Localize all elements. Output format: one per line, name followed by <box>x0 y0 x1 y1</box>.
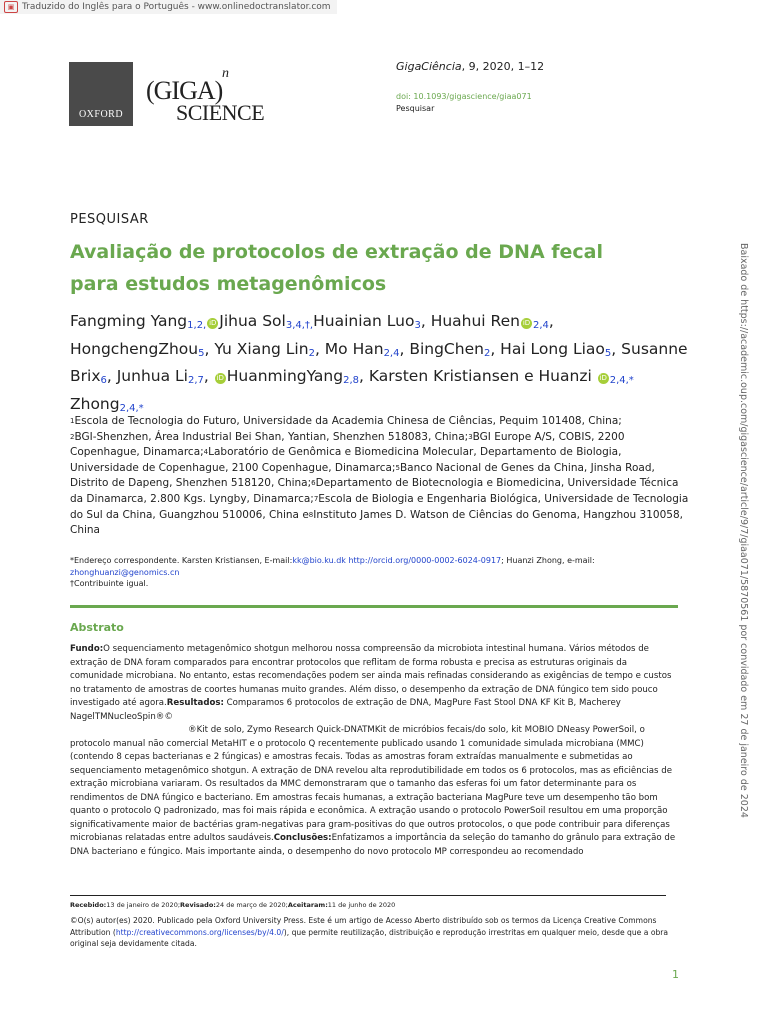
article-dates: Recebido:13 de janeiro de 2020;Revisado:24 de março de 2020;Aceitaram:11 de junho de 2020 <box>70 901 396 909</box>
translator-logo-icon: ▣ <box>4 1 18 13</box>
orcid-icon[interactable]: iD <box>599 374 607 382</box>
section-divider <box>70 605 678 608</box>
license-note: ©O(s) autor(es) 2020. Publicado pela Oxford University Press. Este é um artigo de Acesso Aberto distribuído sob os termos da Licença Creative Commons Attribution (http://creativecommons.org/licenses/by/4.0/), que permite reutilização, distribuição e reprodução irrestritas em qualquer meio, desde que a obra original seja devidamente citada. <box>70 916 669 948</box>
download-note: Baixado de https://academic.oup.com/gigascience/article/9/7/giaa071/5870561 por convidado em 27 de janeiro de 2024 <box>738 243 749 818</box>
correspondence-note: *Endereço correspondente. Karsten Kristiansen, E-mail:kk@bio.ku.dk http://orcid.org/0000-0002-6024-0917; Huanzi Zhong, e-mail: zhonghuanzi@genomics.cn †Contribuinte igual. <box>70 556 595 588</box>
license-link[interactable]: http://creativecommons.org/licenses/by/4.0/ <box>115 927 284 937</box>
abstract-body: Fundo:O sequenciamento metagenômico shotgun melhorou nossa compreensão da microbiota intestinal humana. Vários métodos de extração de DNA foram comparados para encontrar protocolos que reflitam de forma robusta e precisa as estruturas originais da comunidade microbiana. No entanto, estas recomendações podem ser ainda mais refinadas considerando as exigências de tempo e custos no tratamento de amostras de coortes humanas muito grandes. Além disso, o desempenho da extração de DNA fúngico tem sido pouco investigado até agora.Resultados: Comparamos 6 protocolos de extração de DNA, MagPure Fast Stool DNA KF Kit B, Macherey NagelTMNucleoSpin®© ®Kit de solo, Zymo Research Quick-DNATMKit de micróbios fecais/do solo, kit MOBIO DNeasy PowerSoil, o protocolo manual não comercial MetaHIT e o protocolo Q recentemente publicado usando 1 comunidade simulada microbiana (MMC) (contendo 8 cepas bacterianas e 2 fúngicas) e amostras fecais. Todas as amostras foram extraídas manualmente e submetidas ao sequenciamento metagenômico shotgun. A extração de DNA revelou alta reprodutibilidade em todos os 6 protocolos, mas as eficiências de extração microbiana variaram. Os resultados da MMC demonstraram que o tamanho das esferas foi um fator determinante para os rendimentos de DNA fúngico e bacteriano. Em amostras fecais humanas, a extração bacteriana MagPure teve um desempenho tão bom quanto o protocolo Q padronizado, mas foi mais rápida e econômica. A extração usando o protocolo PowerSoil resultou em uma proporção significativamente maior de bactérias gram-negativas para gram-positivas do que outros protocolos, o que pode contribuir para diferenças microbianas relatadas entre adultos saudáveis.Conclusões:Enfatizamos a importância da seleção do tamanho do grânulo para extração de DNA bacteriano e fúngico. Mais importante ainda, o desempenho do novo protocolo MP correspondeu ao recomendado <box>70 644 676 857</box>
email-link[interactable]: kk@bio.ku.dk <box>292 556 346 565</box>
section-label: PESQUISAR <box>70 212 149 227</box>
article-category: Pesquisar <box>396 104 435 113</box>
orcid-icon[interactable]: iD <box>522 319 531 327</box>
translator-banner[interactable] <box>0 0 337 14</box>
orcid-icon[interactable]: iD <box>209 319 217 327</box>
email-link[interactable]: zhonghuanzi@genomics.cn <box>70 567 180 577</box>
footer-divider <box>70 895 666 896</box>
page-number: 1 <box>672 968 679 981</box>
translator-banner-text: Traduzido do Inglês para o Português - www.onlinedoctranslator.com <box>22 2 331 12</box>
orcid-link[interactable]: http://orcid.org/0000-0002-6024-0917 <box>348 556 502 565</box>
journal-logo: (GIGA) n SCIENCE <box>146 66 265 125</box>
doi-link[interactable]: doi: 10.1093/gigascience/giaa071 <box>396 92 532 101</box>
journal-citation: GigaCiência, 9, 2020, 1–12 <box>396 60 545 73</box>
orcid-icon[interactable]: iD <box>216 374 224 382</box>
affiliations: 1Escola de Tecnologia do Futuro, Universidade da Academia Chinesa de Ciências, Pequim 101408, China; 2BGI-Shenzhen, Área Industrial Bei Shan, Yantian, Shenzhen 518083, China;3BGI Europe A/S, COBIS, 2200 Copenhague, Dinamarca;4Laboratório de Genômica e Biomedicina Molecular, Departamento de Biologia, Universidade de Copenhague, 2100 Copenhague, Dinamarca;5Banco Nacional de Genes da China, Jinsha Road, Distrito de Dapeng, Shenzhen 518120, China;6Departamento de Biotecnologia e Biomedicina, Universidade Técnica da Dinamarca, 2.800 Kgs. Lyngby, Dinamarca;7Escola de Biologia e Engenharia Biológica, Universidade de Tecnologia do Sul da China, Guangzhou 510006, China e8Instituto James D. Watson de Ciências do Genoma, Hangzhou 310058, China <box>70 415 689 537</box>
abstract-heading: Abstrato <box>70 621 124 634</box>
publisher-logo: OXFORD <box>69 62 133 126</box>
article-title: Avaliação de protocolos de extração de DNA fecal para estudos metagenômicos <box>70 241 604 295</box>
author-list: Fangming Yang$_{1,2,}$ iD Jihua Sol$_{3,4,\dagger,}$Huainian Luo$_3$, Huahui Ren iD $_{2,4}$, HongchengZhou$_5$, Yu Xiang Lin$_2$, Mo Han$_{2,4}$, BingChen$_2$, Hai Long Liao$_5$, Susanne Brix$_6$, Junhua $Li_{2,7}$, iD HuanmingYang$_{2,8}$, Karsten Kristiansen e Huanzi iD $_{2,4,*}$ Zhong$_{2,4,*}$ <box>70 312 688 414</box>
